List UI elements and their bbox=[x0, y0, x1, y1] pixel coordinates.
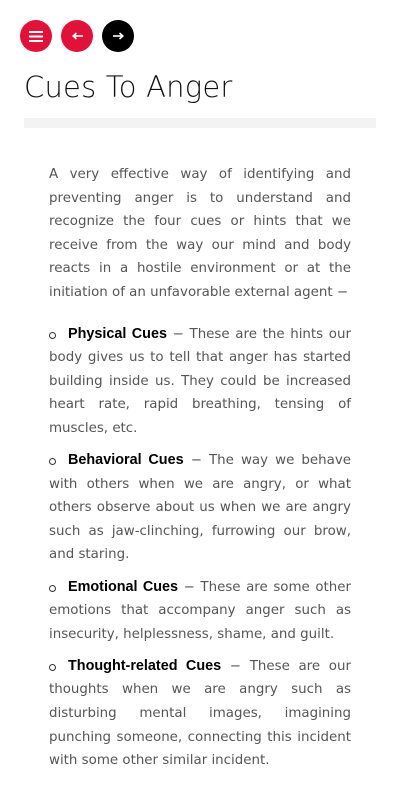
cue-text: These are our thoughts when we are angry such as disturbing mental images, imagining punching someone, connecting this incident with some other similar incident. bbox=[49, 658, 351, 769]
article-content bbox=[49, 163, 351, 781]
cue-title: Behavioral Cues bbox=[68, 452, 184, 469]
list-item-emotional-cues bbox=[49, 576, 351, 647]
cue-separator: − bbox=[166, 326, 190, 342]
arrow-right-icon bbox=[113, 32, 124, 40]
toolbar bbox=[20, 20, 134, 52]
page-title: Cues To Anger bbox=[24, 70, 233, 104]
cue-separator: − bbox=[178, 579, 201, 595]
cue-text: These are the hints our body gives us to tell that anger has started building inside us. They could be increased heart rate, rapid breathing, tensing of muscles, etc. bbox=[49, 326, 351, 436]
list-item-physical-cues bbox=[49, 323, 351, 441]
cue-separator: − bbox=[221, 658, 250, 674]
cue-title: Physical Cues bbox=[68, 325, 167, 342]
title-divider bbox=[24, 118, 376, 128]
cue-title: Emotional Cues bbox=[68, 578, 179, 595]
cue-text: The way we behave with others when we are angry, or what others observe about us when we are angry such as jaw-clinching, furrowing our brow, and staring. bbox=[49, 453, 352, 563]
intro-paragraph: A very effective way of identifying and preventing anger is to understand and recognize the four cues or hints that we receive from the way our mind and body reacts in a hostile environment or at the initiation of an unfavorable external agent − bbox=[49, 167, 351, 300]
list-item-behavioral-cues bbox=[49, 449, 351, 567]
forward-button[interactable] bbox=[102, 20, 134, 52]
bullet-circle-icon bbox=[49, 585, 56, 592]
menu-button[interactable] bbox=[20, 20, 52, 52]
cues-list bbox=[49, 323, 351, 773]
list-item-thought-related-cues bbox=[49, 655, 351, 773]
arrow-left-icon bbox=[72, 32, 83, 40]
hamburger-menu-icon bbox=[29, 31, 43, 42]
bullet-circle-icon bbox=[49, 458, 56, 465]
bullet-circle-icon bbox=[49, 332, 56, 339]
bullet-circle-icon bbox=[49, 664, 56, 671]
cue-text: These are some other emotions that accompany anger such as insecurity, helplessness, shame, and guilt. bbox=[49, 579, 352, 642]
back-button[interactable] bbox=[61, 20, 93, 52]
cue-separator: − bbox=[183, 453, 209, 469]
cue-title: Thought-related Cues bbox=[68, 657, 222, 674]
